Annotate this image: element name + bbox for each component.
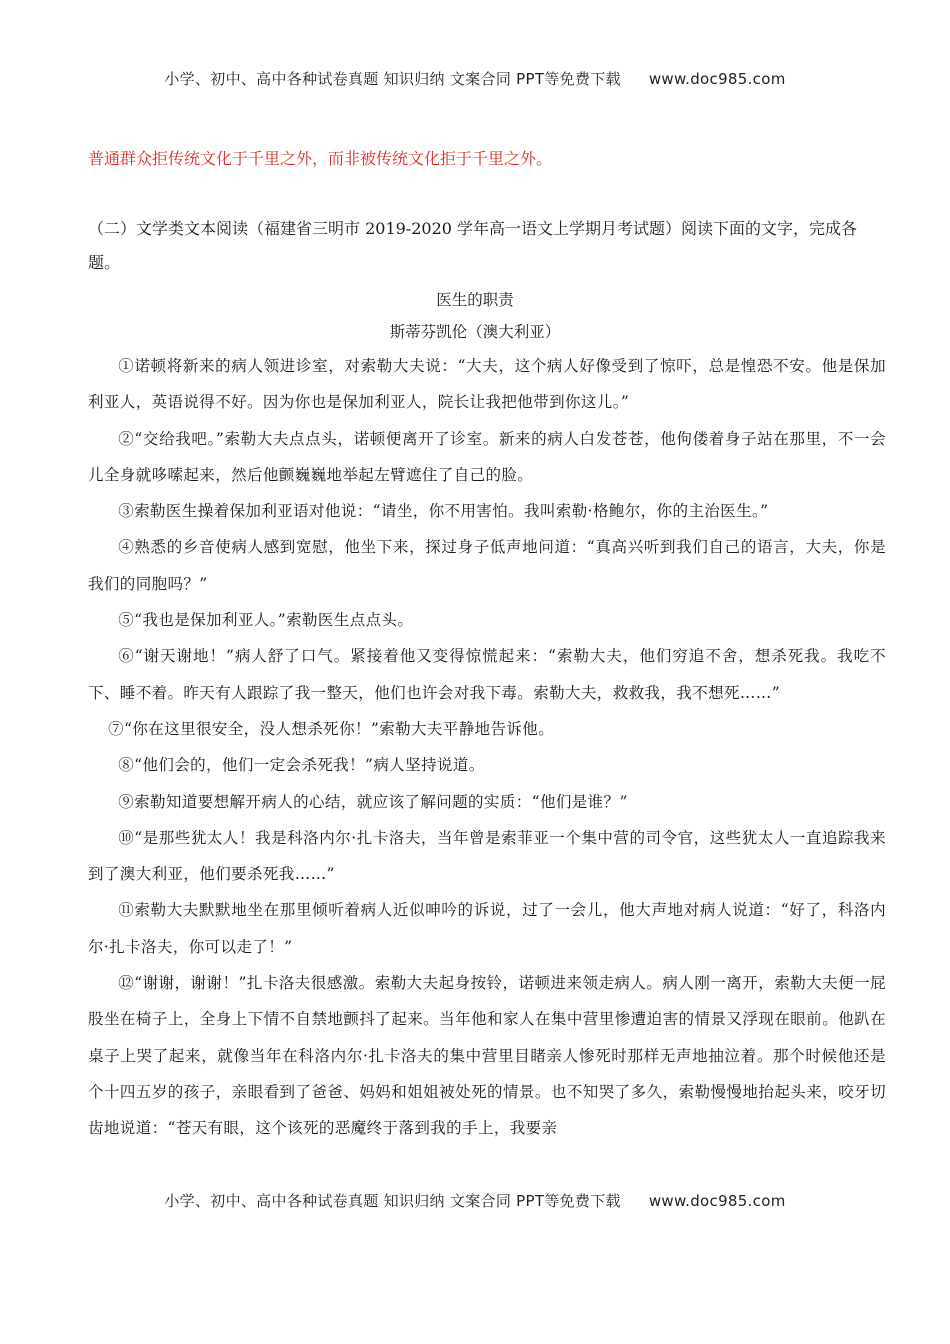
paragraph-12: ⑫“谢谢，谢谢！”扎卡洛夫很感激。索勒大夫起身按铃，诺顿进来领走病人。病人刚一离开，索勒大夫便一屁股坐在椅子上，全身上下情不自禁地颤抖了起来。当年他和家人在集中营里惨遭迫害的情景又浮现在眼前。他趴在桌子上哭了起来，就像当年在科洛内尔·扎卡洛夫的集中营里目睹亲人惨死时那样无声地抽泣着。那个时候他还是个十四五岁的孩子，亲眼看到了爸爸、妈妈和姐姐被处死的情景。也不知哭了多久，索勒慢慢地抬起头来，咬牙切齿地说道：“苍天有眼，这个该死的恶魔终于落到我的手上，我要亲 [88, 974, 886, 1138]
paragraph-10: ⑩“是那些犹太人！我是科洛内尔·扎卡洛夫，当年曾是索菲亚一个集中营的司令官，这些犹太人一直追踪我来到了澳大利亚，他们要杀死我……” [88, 828, 886, 884]
article-body [88, 348, 886, 1147]
header-text: 小学、初中、高中各种试卷真题 知识归纳 文案合同 PPT等免费下载 [164, 70, 621, 88]
paragraph-6: ⑥“谢天谢地！”病人舒了口气。紧接着他又变得惊慌起来：“索勒大夫，他们穷追不舍，想杀死我。我吃不下、睡不着。昨天有人跟踪了我一整天，他们也许会对我下毒。索勒大夫，救救我，我不想死……” [88, 647, 886, 702]
article-author: 斯蒂芬凯伦（澳大利亚） [389, 323, 561, 341]
page-footer [0, 1190, 950, 1211]
paragraph-11: ⑪索勒大夫默默地坐在那里倾听着病人近似呻吟的诉说，过了一会儿，他大声地对病人说道：“好了，科洛内尔·扎卡洛夫，你可以走了！” [88, 901, 886, 956]
section-heading: （二）文学类文本阅读（福建省三明市 2019-2020 学年高一语文上学期月考试题）阅读下面的文字，完成各题。 [88, 219, 858, 272]
footer-text: 小学、初中、高中各种试卷真题 知识归纳 文案合同 PPT等免费下载 [164, 1192, 621, 1210]
article-title: 医生的职责 [436, 291, 514, 309]
page-header [0, 68, 950, 89]
paragraph-3: ③索勒医生操着保加利亚语对他说：“请坐，你不用害怕。我叫索勒·格鲍尔，你的主治医生。” [118, 502, 769, 521]
paragraph-4: ④熟悉的乡音使病人感到宽慰，他坐下来，探过身子低声地问道：“真高兴听到我们自己的语言，大夫，你是我们的同胞吗？” [88, 538, 886, 593]
answer-line: 普通群众拒传统文化于千里之外，而非被传统文化拒于千里之外。 [88, 149, 553, 168]
paragraph-2: ②“交给我吧。”索勒大夫点点头，诺顿便离开了诊室。新来的病人白发苍苍，他佝偻着身子站在那里，不一会儿全身就哆嗦起来，然后他颤巍巍地举起左臂遮住了自己的脸。 [88, 429, 886, 484]
footer-url[interactable]: www.doc985.com [648, 1192, 786, 1210]
paragraph-5: ⑤“我也是保加利亚人。”索勒医生点点头。 [118, 611, 414, 630]
header-url[interactable]: www.doc985.com [648, 70, 786, 88]
paragraph-1: ①诺顿将新来的病人领进诊室，对索勒大夫说：“大夫，这个病人好像受到了惊吓，总是惶恐不安。他是保加利亚人，英语说得不好。因为你也是保加利亚人，院长让我把他带到你这儿。” [88, 357, 886, 412]
paragraph-9: ⑨索勒知道要想解开病人的心结，就应该了解问题的实质：“他们是谁？” [118, 792, 628, 811]
paragraph-7: ⑦“你在这里很安全，没人想杀死你！”索勒大夫平静地告诉他。 [108, 719, 555, 738]
paragraph-8: ⑧“他们会的，他们一定会杀死我！”病人坚持说道。 [118, 756, 485, 775]
